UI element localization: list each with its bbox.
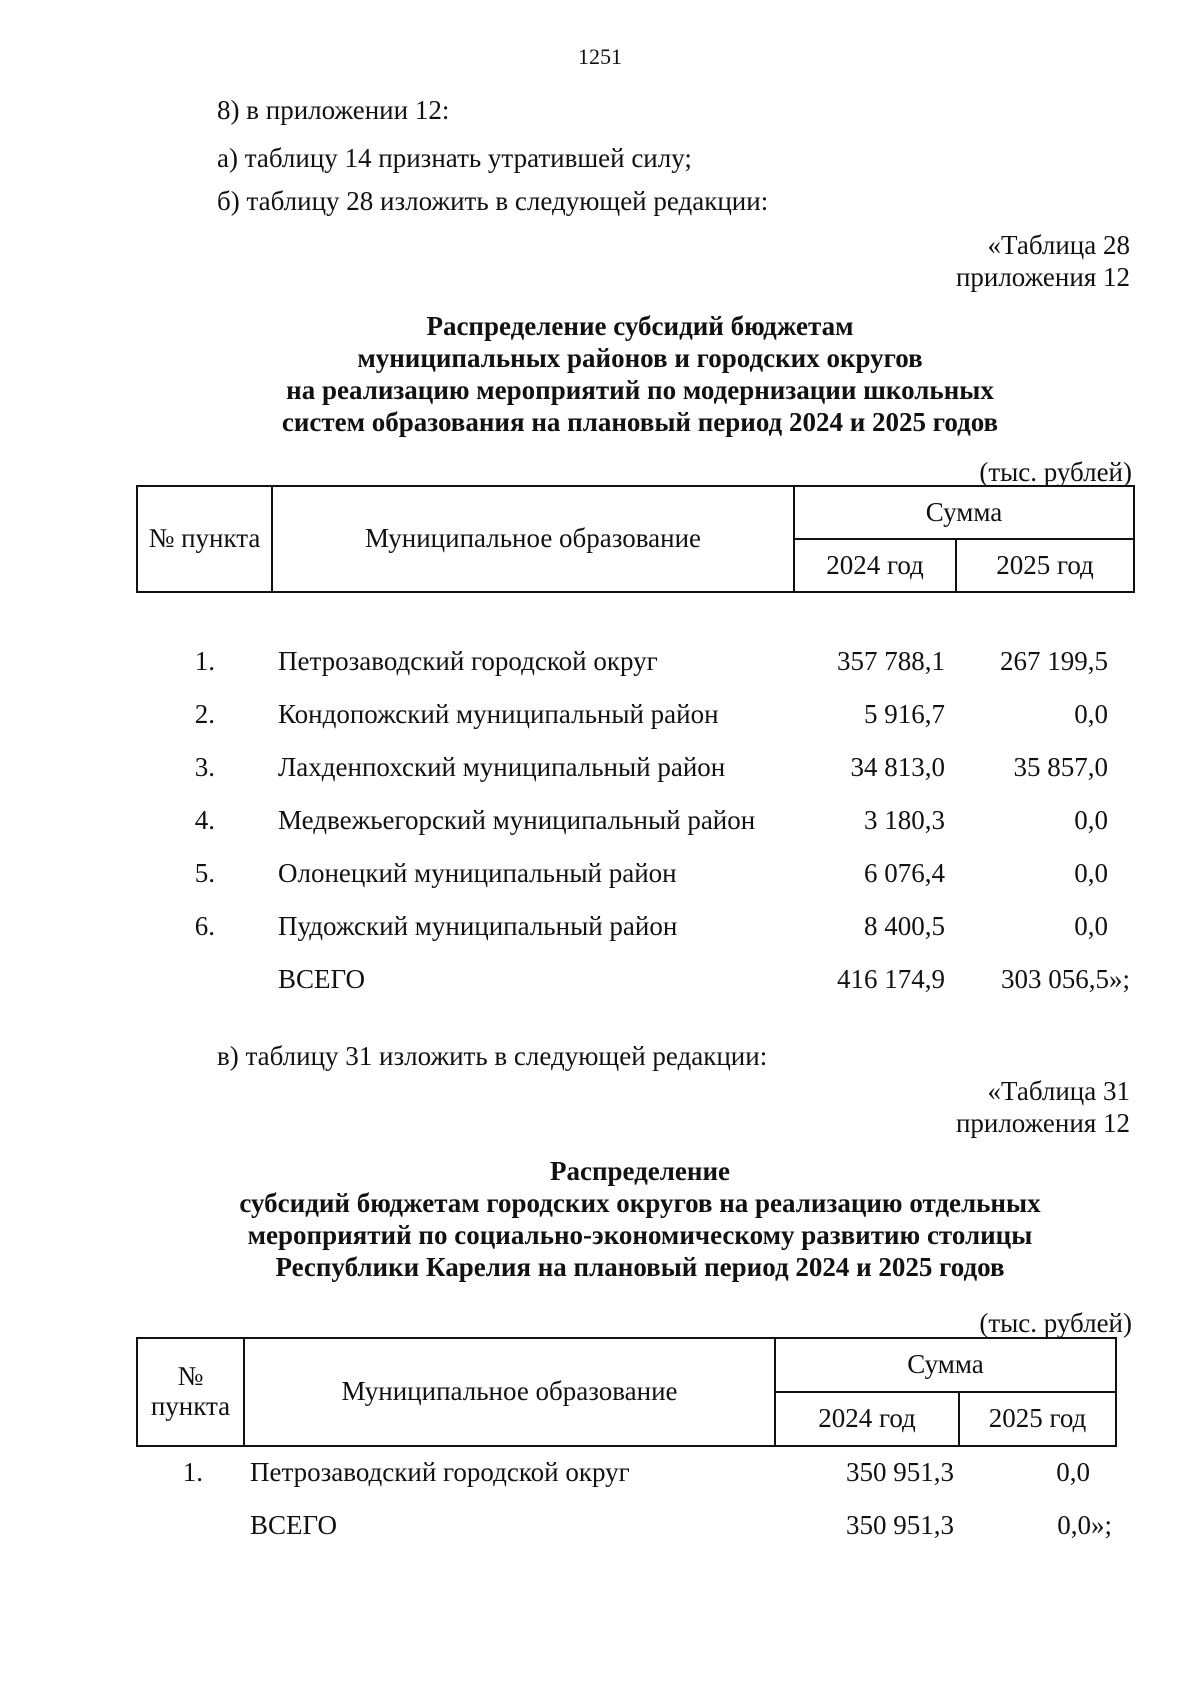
total-label: ВСЕГО xyxy=(278,964,365,994)
total-value-2025: 303 056,5»; xyxy=(1000,964,1130,994)
row-value-2024: 34 813,0 xyxy=(850,752,945,782)
table28-header-sum: Сумма xyxy=(794,486,1134,539)
row-value-2024: 350 951,3 xyxy=(846,1457,954,1487)
row-number: 4. xyxy=(194,805,215,835)
total-value-2024: 416 174,9 xyxy=(837,964,945,994)
row-name: Медвежьегорский муниципальный район xyxy=(278,805,756,835)
table28-title-line: на реализацию мероприятий по модернизации школьных xyxy=(286,375,994,405)
paragraph-item-v: в) таблицу 31 изложить в следующей редакции: xyxy=(217,1041,768,1071)
row-value-2024: 5 916,7 xyxy=(864,699,945,729)
row-value-2024: 8 400,5 xyxy=(864,911,945,941)
table28-header xyxy=(136,485,1135,593)
row-number: 1. xyxy=(194,646,215,676)
page-number: 1251 xyxy=(578,44,622,69)
row-value-2025: 267 199,5 xyxy=(1000,646,1108,676)
paragraph-item-b: б) таблицу 28 изложить в следующей редакции: xyxy=(217,186,769,216)
row-value-2025: 0,0 xyxy=(1074,911,1108,941)
row-name: Кондопожский муниципальный район xyxy=(278,699,719,729)
row-number: 5. xyxy=(194,858,215,888)
table31-title-line: Распределение xyxy=(549,1156,731,1186)
row-value-2024: 6 076,4 xyxy=(864,858,945,888)
table31-reference-line1: «Таблица 31 xyxy=(987,1076,1130,1106)
total-value-2024: 350 951,3 xyxy=(846,1510,954,1540)
row-value-2025: 0,0 xyxy=(1074,699,1108,729)
row-value-2025: 35 857,0 xyxy=(1013,752,1108,782)
table31-header-num-line2: пункта xyxy=(150,1391,231,1421)
row-name: Лахденпохский муниципальный район xyxy=(278,752,726,782)
row-value-2025: 0,0 xyxy=(1074,858,1108,888)
table28-header-2025: 2025 год xyxy=(956,539,1134,592)
table31-units: (тыс. рублей) xyxy=(979,1308,1132,1338)
table31-reference-line2: приложения 12 xyxy=(955,1108,1130,1138)
row-value-2025: 0,0 xyxy=(1056,1457,1090,1487)
table28-header-num: № пункта xyxy=(137,486,272,592)
table31-title-line: субсидий бюджетам городских округов на реализацию отдельных xyxy=(239,1188,1041,1218)
row-number: 3. xyxy=(194,752,215,782)
table31-title-line: мероприятий по социально-экономическому развитию столицы xyxy=(247,1220,1033,1250)
row-name: Пудожский муниципальный район xyxy=(278,911,678,941)
table31-header-num xyxy=(137,1338,244,1446)
row-name: Олонецкий муниципальный район xyxy=(278,858,677,888)
paragraph-item-a: а) таблицу 14 признать утратившей силу; xyxy=(217,143,692,173)
table28-title-line: систем образования на плановый период 2024 и 2025 годов xyxy=(281,407,999,437)
row-name: Петрозаводский городской округ xyxy=(250,1457,630,1487)
row-number: 1. xyxy=(182,1457,203,1487)
row-number: 6. xyxy=(194,911,215,941)
table28-header-2024: 2024 год xyxy=(794,539,956,592)
row-value-2025: 0,0 xyxy=(1074,805,1108,835)
table28-reference-line1: «Таблица 28 xyxy=(987,230,1130,260)
table31-title xyxy=(140,1155,1140,1283)
total-label: ВСЕГО xyxy=(250,1510,337,1540)
table31-header-num-line1: № xyxy=(177,1361,204,1392)
table31-header xyxy=(136,1337,1117,1447)
table31-header-2025: 2025 год xyxy=(959,1392,1116,1446)
row-name: Петрозаводский городской округ xyxy=(278,646,658,676)
table31-title-line: Республики Карелия на плановый период 2024 и 2025 годов xyxy=(275,1252,1005,1282)
paragraph-item-8: 8) в приложении 12: xyxy=(217,95,450,125)
table31-header-sum: Сумма xyxy=(775,1338,1116,1392)
table28-title xyxy=(140,310,1140,438)
row-value-2024: 357 788,1 xyxy=(837,646,945,676)
table28-header-name: Муниципальное образование xyxy=(272,486,794,592)
table28-units: (тыс. рублей) xyxy=(979,457,1132,487)
row-number: 2. xyxy=(194,699,215,729)
table31-header-name: Муниципальное образование xyxy=(244,1338,775,1446)
table28-title-line: Распределение субсидий бюджетам xyxy=(426,311,854,341)
total-value-2025: 0,0»; xyxy=(1057,1510,1112,1540)
table28-reference-line2: приложения 12 xyxy=(955,262,1130,292)
table31-header-2024: 2024 год xyxy=(775,1392,959,1446)
row-value-2024: 3 180,3 xyxy=(864,805,945,835)
table28-title-line: муниципальных районов и городских округов xyxy=(357,343,923,373)
